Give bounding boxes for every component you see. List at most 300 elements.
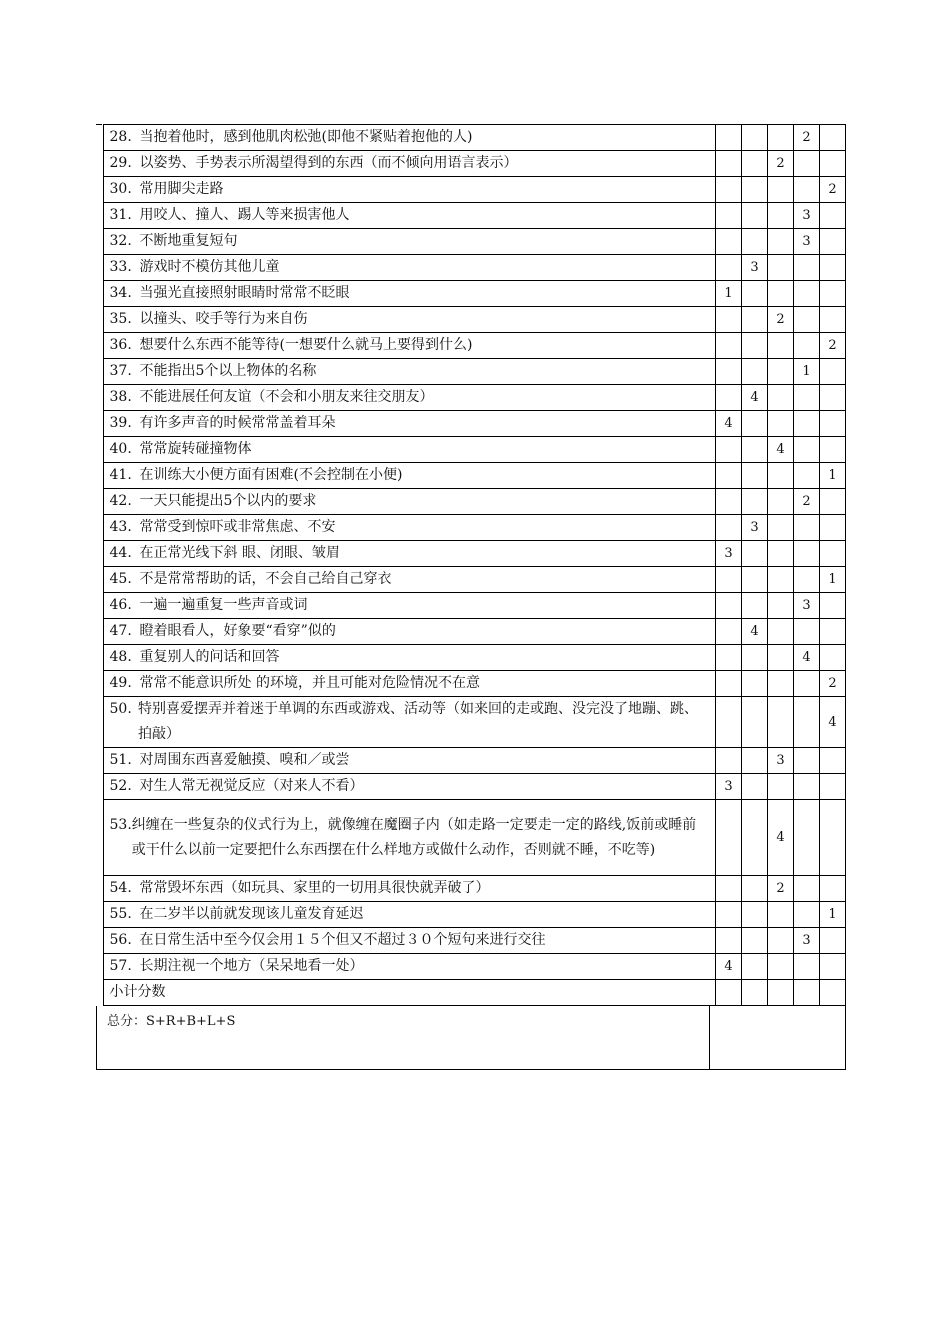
item-cell — [103, 177, 716, 203]
score-cell-2[interactable] — [742, 902, 768, 928]
row-margin — [96, 671, 103, 697]
subtotal-cell-1[interactable] — [716, 980, 742, 1006]
item-cell — [103, 671, 716, 697]
score-cell-2[interactable] — [742, 748, 768, 774]
score-cell-1[interactable]: 4 — [716, 954, 742, 980]
item-text: 在二岁半以前就发现该儿童发育延迟 — [139, 906, 364, 922]
table-row — [96, 645, 846, 671]
score-cell-3[interactable] — [768, 359, 794, 385]
row-margin — [96, 567, 103, 593]
row-margin — [96, 619, 103, 645]
score-cell-3[interactable] — [768, 928, 794, 954]
score-cell-4[interactable] — [794, 876, 820, 902]
score-cell-1[interactable]: 3 — [716, 541, 742, 567]
score-cell-3[interactable] — [768, 902, 794, 928]
subtotal-cell-5[interactable] — [820, 980, 846, 1006]
score-cell-4[interactable] — [794, 255, 820, 281]
item-number: 35. — [109, 311, 132, 327]
table-row — [96, 437, 846, 463]
score-cell-1[interactable] — [716, 177, 742, 203]
row-margin — [96, 463, 103, 489]
score-cell-2[interactable] — [742, 645, 768, 671]
score-cell-5[interactable]: 1 — [820, 567, 846, 593]
row-margin — [96, 541, 103, 567]
score-cell-3[interactable] — [768, 229, 794, 255]
score-cell-5[interactable] — [820, 229, 846, 255]
item-number: 49. — [109, 675, 132, 691]
score-cell-4[interactable] — [794, 619, 820, 645]
score-cell-3[interactable] — [768, 593, 794, 619]
score-cell-3[interactable] — [768, 125, 794, 151]
item-number: 47. — [109, 623, 132, 639]
score-cell-5[interactable]: 4 — [820, 697, 846, 748]
item-number: 44. — [109, 545, 132, 561]
score-cell-1[interactable] — [716, 255, 742, 281]
table-row — [96, 902, 846, 928]
item-text: 有许多声音的时候常常盖着耳朵 — [139, 415, 336, 431]
item-number: 56. — [109, 932, 132, 948]
item-cell — [103, 697, 716, 748]
score-cell-5[interactable] — [820, 151, 846, 177]
score-cell-4[interactable] — [794, 151, 820, 177]
item-number: 53. — [109, 816, 132, 833]
score-cell-1[interactable] — [716, 437, 742, 463]
item-text: 游戏时不模仿其他儿童 — [139, 259, 280, 275]
score-cell-5[interactable]: 2 — [820, 333, 846, 359]
item-text: 常常受到惊吓或非常焦虑、不安 — [139, 519, 336, 535]
row-margin — [96, 774, 103, 800]
score-cell-5[interactable] — [820, 645, 846, 671]
table-row — [96, 203, 846, 229]
score-cell-4[interactable] — [794, 333, 820, 359]
table-row — [96, 774, 846, 800]
score-cell-4[interactable]: 3 — [794, 593, 820, 619]
table-row — [96, 619, 846, 645]
score-cell-2[interactable] — [742, 151, 768, 177]
score-cell-4[interactable] — [794, 902, 820, 928]
item-cell — [103, 928, 716, 954]
row-margin — [96, 876, 103, 902]
score-cell-4[interactable] — [794, 800, 820, 876]
item-cell — [103, 876, 716, 902]
score-cell-2[interactable] — [742, 541, 768, 567]
score-cell-4[interactable]: 3 — [794, 928, 820, 954]
score-cell-3[interactable]: 2 — [768, 151, 794, 177]
table-row — [96, 954, 846, 980]
score-cell-3[interactable] — [768, 255, 794, 281]
score-cell-4[interactable] — [794, 411, 820, 437]
score-cell-5[interactable]: 2 — [820, 177, 846, 203]
row-margin — [96, 385, 103, 411]
score-cell-2[interactable] — [742, 437, 768, 463]
item-text: 一遍一遍重复一些声音或词 — [139, 597, 308, 613]
item-text: 不能进展任何友谊（不会和小朋友来往交朋友） — [139, 389, 434, 405]
score-cell-1[interactable] — [716, 928, 742, 954]
table-row — [96, 177, 846, 203]
total-score-value[interactable] — [710, 1006, 846, 1070]
score-cell-5[interactable] — [820, 774, 846, 800]
subtotal-label: 小计分数 — [103, 980, 716, 1006]
item-number: 36. — [109, 337, 132, 353]
row-margin — [96, 333, 103, 359]
score-cell-1[interactable] — [716, 748, 742, 774]
score-cell-2[interactable]: 4 — [742, 619, 768, 645]
row-margin — [96, 593, 103, 619]
score-cell-2[interactable] — [742, 593, 768, 619]
score-cell-1[interactable] — [716, 567, 742, 593]
score-cell-4[interactable]: 3 — [794, 203, 820, 229]
row-margin — [96, 645, 103, 671]
item-text: 长期注视一个地方（呆呆地看一处） — [139, 958, 364, 974]
score-cell-3[interactable] — [768, 671, 794, 697]
item-number: 38. — [109, 389, 132, 405]
score-cell-5[interactable] — [820, 255, 846, 281]
score-cell-4[interactable] — [794, 281, 820, 307]
item-number: 42. — [109, 493, 132, 509]
table-row — [96, 255, 846, 281]
item-cell — [103, 151, 716, 177]
score-cell-5[interactable] — [820, 800, 846, 876]
subtotal-cell-3[interactable] — [768, 980, 794, 1006]
total-formula-label: 总分：S+R+B+L+S — [97, 1006, 710, 1070]
score-cell-5[interactable] — [820, 125, 846, 151]
score-cell-5[interactable] — [820, 954, 846, 980]
score-cell-4[interactable] — [794, 437, 820, 463]
table-row — [96, 541, 846, 567]
item-cell — [103, 489, 716, 515]
score-cell-2[interactable] — [742, 463, 768, 489]
item-cell — [103, 619, 716, 645]
total-score-table — [96, 1006, 846, 1070]
item-cell — [103, 307, 716, 333]
item-text: 常常旋转碰撞物体 — [139, 441, 252, 457]
row-margin — [96, 902, 103, 928]
score-cell-2[interactable] — [742, 229, 768, 255]
table-row — [96, 800, 846, 876]
score-cell-3[interactable]: 2 — [768, 307, 794, 333]
item-text: 在正常光线下斜 眼、闭眼、皱眉 — [139, 545, 340, 561]
item-text: 不断地重复短句 — [139, 233, 238, 249]
item-number: 50. — [109, 701, 132, 717]
score-cell-3[interactable]: 2 — [768, 876, 794, 902]
item-text: 以撞头、咬手等行为来自伤 — [139, 311, 308, 327]
row-margin — [96, 151, 103, 177]
score-cell-5[interactable] — [820, 928, 846, 954]
row-margin — [96, 203, 103, 229]
item-number: 33. — [109, 259, 132, 275]
score-cell-2[interactable] — [742, 203, 768, 229]
score-cell-3[interactable] — [768, 411, 794, 437]
score-cell-4[interactable] — [794, 748, 820, 774]
item-cell — [103, 463, 716, 489]
score-cell-1[interactable] — [716, 151, 742, 177]
item-number: 54. — [109, 880, 132, 896]
score-cell-2[interactable] — [742, 307, 768, 333]
score-cell-3[interactable] — [768, 515, 794, 541]
item-text: 用咬人、撞人、踢人等来损害他人 — [139, 207, 350, 223]
item-number: 34. — [109, 285, 132, 301]
score-cell-5[interactable] — [820, 411, 846, 437]
score-cell-4[interactable] — [794, 463, 820, 489]
item-text: 重复别人的问话和回答 — [139, 649, 280, 665]
score-cell-2[interactable] — [742, 697, 768, 748]
item-number: 31. — [109, 207, 132, 223]
subtotal-cell-4[interactable] — [794, 980, 820, 1006]
score-cell-5[interactable]: 1 — [820, 463, 846, 489]
score-cell-1[interactable] — [716, 203, 742, 229]
row-margin — [96, 980, 103, 1006]
score-cell-2[interactable] — [742, 359, 768, 385]
item-number: 32. — [109, 233, 132, 249]
score-cell-1[interactable] — [716, 619, 742, 645]
score-cell-2[interactable]: 3 — [742, 255, 768, 281]
item-number: 57. — [109, 958, 132, 974]
row-margin — [96, 697, 103, 748]
score-cell-2[interactable] — [742, 333, 768, 359]
score-cell-5[interactable] — [820, 541, 846, 567]
item-text: 常用脚尖走路 — [139, 181, 224, 197]
score-cell-3[interactable]: 4 — [768, 437, 794, 463]
score-cell-1[interactable] — [716, 902, 742, 928]
item-number: 39. — [109, 415, 132, 431]
score-cell-5[interactable] — [820, 281, 846, 307]
item-number: 30. — [109, 181, 132, 197]
score-cell-2[interactable] — [742, 567, 768, 593]
score-cell-1[interactable] — [716, 645, 742, 671]
score-cell-4[interactable] — [794, 697, 820, 748]
table-row — [96, 385, 846, 411]
row-margin — [96, 229, 103, 255]
score-cell-2[interactable] — [742, 281, 768, 307]
score-cell-2[interactable] — [742, 800, 768, 876]
table-row — [96, 359, 846, 385]
score-cell-5[interactable] — [820, 515, 846, 541]
row-margin — [96, 800, 103, 876]
score-cell-3[interactable] — [768, 489, 794, 515]
score-cell-5[interactable]: 2 — [820, 671, 846, 697]
item-text: 瞪着眼看人，好象要“看穿”似的 — [139, 623, 336, 639]
item-cell — [103, 774, 716, 800]
row-margin — [96, 177, 103, 203]
score-cell-5[interactable] — [820, 437, 846, 463]
score-cell-5[interactable]: 1 — [820, 902, 846, 928]
item-text: 在训练大小便方面有困难(不会控制在小便) — [139, 467, 403, 483]
item-cell — [103, 203, 716, 229]
score-cell-1[interactable] — [716, 671, 742, 697]
item-cell — [103, 800, 716, 876]
score-cell-1[interactable] — [716, 125, 742, 151]
row-margin — [96, 359, 103, 385]
score-cell-3[interactable] — [768, 385, 794, 411]
row-margin — [96, 307, 103, 333]
score-cell-3[interactable] — [768, 177, 794, 203]
item-text: 对周围东西喜爱触摸、嗅和／或尝 — [139, 752, 350, 768]
item-cell — [103, 333, 716, 359]
table-row — [96, 463, 846, 489]
item-text: 常常不能意识所处 的环境，并且可能对危险情况不在意 — [139, 675, 480, 691]
score-cell-1[interactable] — [716, 515, 742, 541]
item-text: 特别喜爱摆弄并着迷于单调的东西或游戏、活动等（如来回的走或跑、没完没了地蹦、跳、拍敲） — [137, 701, 698, 742]
score-cell-4[interactable] — [794, 307, 820, 333]
item-cell — [103, 411, 716, 437]
table-row — [96, 515, 846, 541]
subtotal-cell-2[interactable] — [742, 980, 768, 1006]
item-number: 43. — [109, 519, 132, 535]
score-cell-1[interactable] — [716, 463, 742, 489]
score-cell-4[interactable] — [794, 177, 820, 203]
score-cell-3[interactable] — [768, 774, 794, 800]
score-cell-1[interactable] — [716, 876, 742, 902]
item-text: 当强光直接照射眼睛时常常不眨眼 — [139, 285, 350, 301]
score-cell-4[interactable]: 4 — [794, 645, 820, 671]
score-cell-1[interactable] — [716, 229, 742, 255]
item-cell — [103, 255, 716, 281]
score-cell-3[interactable] — [768, 567, 794, 593]
score-cell-4[interactable] — [794, 385, 820, 411]
score-cell-3[interactable] — [768, 645, 794, 671]
scale-form — [96, 124, 846, 1070]
score-cell-2[interactable] — [742, 489, 768, 515]
item-text: 一天只能提出5个以内的要求 — [139, 493, 317, 509]
item-number: 45. — [109, 571, 132, 587]
item-number: 41. — [109, 467, 132, 483]
score-cell-4[interactable] — [794, 541, 820, 567]
row-margin — [96, 748, 103, 774]
table-row — [96, 307, 846, 333]
score-cell-5[interactable] — [820, 748, 846, 774]
score-cell-2[interactable] — [742, 125, 768, 151]
score-cell-5[interactable] — [820, 307, 846, 333]
row-margin — [96, 411, 103, 437]
table-row — [96, 333, 846, 359]
item-text: 在日常生活中至今仅会用１５个但又不超过３０个短句来进行交往 — [139, 932, 546, 948]
score-cell-3[interactable]: 4 — [768, 800, 794, 876]
score-cell-4[interactable]: 2 — [794, 489, 820, 515]
score-cell-4[interactable] — [794, 954, 820, 980]
score-cell-1[interactable] — [716, 333, 742, 359]
score-cell-5[interactable] — [820, 489, 846, 515]
score-cell-5[interactable] — [820, 359, 846, 385]
item-cell — [103, 902, 716, 928]
score-cell-2[interactable] — [742, 876, 768, 902]
score-cell-3[interactable] — [768, 463, 794, 489]
item-number: 51. — [109, 752, 132, 768]
item-number: 48. — [109, 649, 132, 665]
score-cell-4[interactable] — [794, 774, 820, 800]
score-cell-1[interactable] — [716, 800, 742, 876]
table-row — [96, 229, 846, 255]
score-cell-2[interactable] — [742, 928, 768, 954]
row-margin — [96, 255, 103, 281]
item-text: 对生人常无视觉反应（对来人不看） — [139, 778, 364, 794]
score-cell-1[interactable]: 4 — [716, 411, 742, 437]
item-cell — [103, 359, 716, 385]
score-cell-1[interactable]: 1 — [716, 281, 742, 307]
score-cell-1[interactable] — [716, 359, 742, 385]
item-number: 46. — [109, 597, 132, 613]
score-cell-4[interactable]: 1 — [794, 359, 820, 385]
score-cell-3[interactable] — [768, 281, 794, 307]
score-cell-3[interactable] — [768, 333, 794, 359]
item-text: 纠缠在一些复杂的仪式行为上，就像缠在魔圈子内（如走路一定要走一定的路线,饭前或睡前或干什么以前一定要把什么东西摆在什么样地方或做什么动作，否则就不睡，不吃等) — [131, 816, 697, 858]
row-margin — [96, 954, 103, 980]
score-cell-2[interactable] — [742, 774, 768, 800]
score-cell-5[interactable] — [820, 203, 846, 229]
score-cell-3[interactable] — [768, 203, 794, 229]
item-number: 37. — [109, 363, 132, 379]
score-cell-3[interactable] — [768, 954, 794, 980]
row-margin — [96, 515, 103, 541]
table-row — [96, 151, 846, 177]
table-row — [96, 876, 846, 902]
score-cell-1[interactable] — [716, 307, 742, 333]
score-cell-2[interactable] — [742, 671, 768, 697]
item-number: 55. — [109, 906, 132, 922]
score-cell-2[interactable] — [742, 177, 768, 203]
score-cell-5[interactable] — [820, 619, 846, 645]
score-cell-2[interactable]: 4 — [742, 385, 768, 411]
score-cell-3[interactable]: 3 — [768, 748, 794, 774]
score-cell-4[interactable]: 2 — [794, 125, 820, 151]
score-cell-4[interactable]: 3 — [794, 229, 820, 255]
score-cell-1[interactable] — [716, 697, 742, 748]
item-cell — [103, 385, 716, 411]
item-cell — [103, 515, 716, 541]
item-number: 52. — [109, 778, 132, 794]
score-cell-5[interactable] — [820, 385, 846, 411]
score-cell-4[interactable] — [794, 567, 820, 593]
table-row — [96, 697, 846, 748]
table-row — [96, 748, 846, 774]
item-cell — [103, 437, 716, 463]
table-row — [96, 567, 846, 593]
item-text: 以姿势、手势表示所渴望得到的东西（而不倾向用语言表示） — [139, 155, 518, 171]
score-cell-3[interactable] — [768, 619, 794, 645]
item-text: 想要什么东西不能等待(一想要什么就马上要得到什么) — [139, 337, 473, 353]
row-margin — [96, 125, 103, 151]
table-row — [96, 593, 846, 619]
score-cell-1[interactable]: 3 — [716, 774, 742, 800]
item-cell — [103, 645, 716, 671]
score-cell-3[interactable] — [768, 697, 794, 748]
item-cell — [103, 954, 716, 980]
table-row — [96, 411, 846, 437]
row-margin — [96, 928, 103, 954]
score-cell-5[interactable] — [820, 876, 846, 902]
score-cell-1[interactable] — [716, 489, 742, 515]
item-number: 28. — [109, 129, 132, 145]
score-cell-1[interactable] — [716, 593, 742, 619]
table-row — [96, 671, 846, 697]
item-cell — [103, 593, 716, 619]
item-cell — [103, 281, 716, 307]
score-cell-2[interactable] — [742, 954, 768, 980]
score-cell-1[interactable] — [716, 385, 742, 411]
item-number: 40. — [109, 441, 132, 457]
item-cell — [103, 541, 716, 567]
item-cell — [103, 125, 716, 151]
table-row — [96, 489, 846, 515]
table-row — [96, 125, 846, 151]
score-cell-3[interactable] — [768, 541, 794, 567]
score-cell-2[interactable] — [742, 411, 768, 437]
item-text: 不是常常帮助的话，不会自己给自己穿衣 — [139, 571, 392, 587]
item-text: 常常毁坏东西（如玩具、家里的一切用具很快就弄破了） — [139, 880, 490, 896]
score-cell-5[interactable] — [820, 593, 846, 619]
score-cell-4[interactable] — [794, 515, 820, 541]
score-cell-2[interactable]: 3 — [742, 515, 768, 541]
score-cell-4[interactable] — [794, 671, 820, 697]
